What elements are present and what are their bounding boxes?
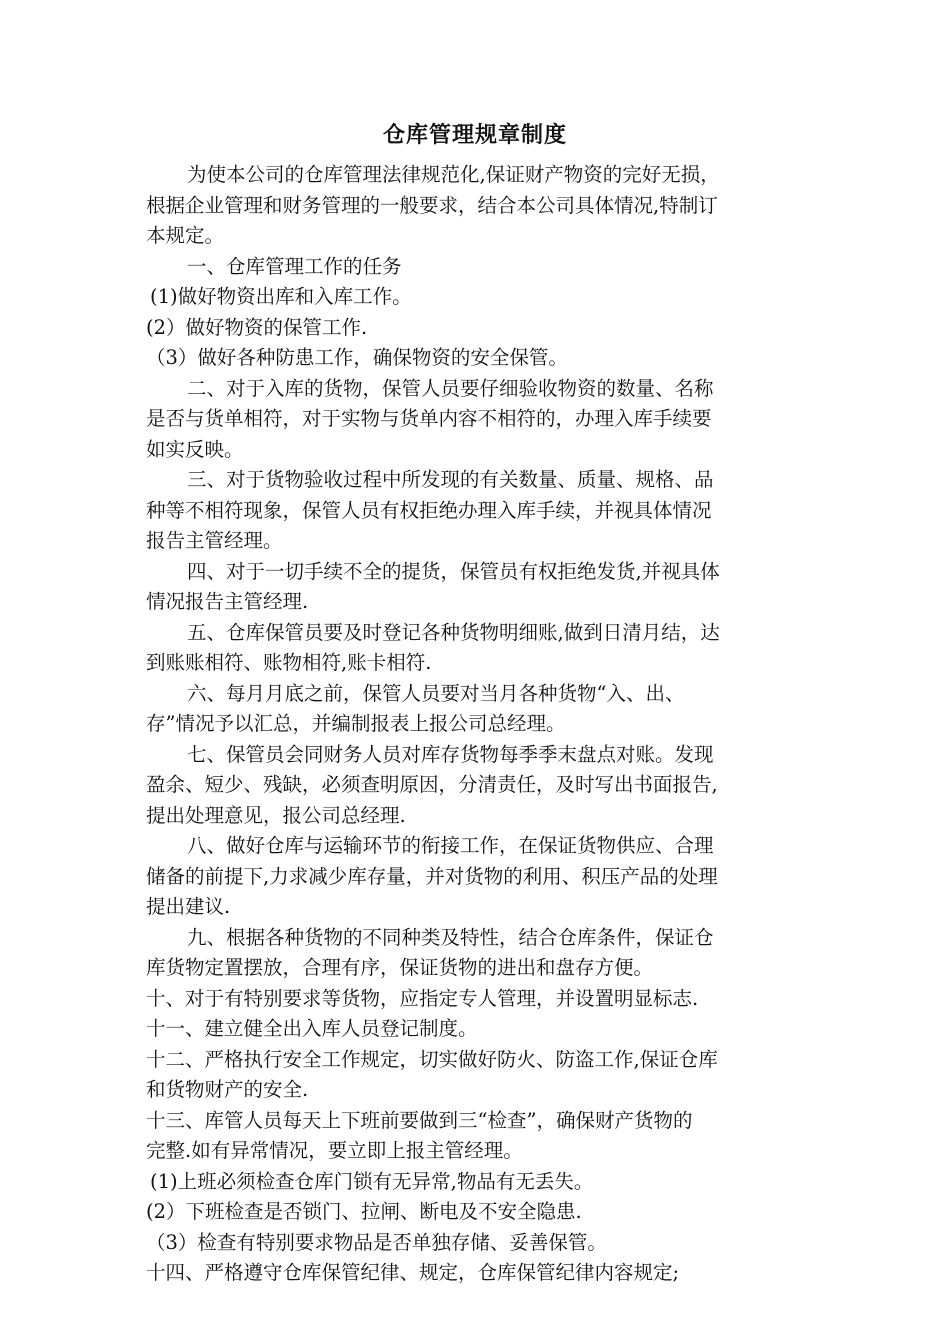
paragraph-line: 完整.如有异常情况，要立即上报主管经理。: [146, 1139, 523, 1162]
paragraph-line: 本规定。: [146, 224, 225, 247]
paragraph-line: 七、保管员会同财务人员对库存货物每季季末盘点对账。发现: [187, 742, 714, 766]
paragraph-line: 十四、严格遵守仓库保管纪律、规定，仓库保管纪律内容规定;: [146, 1261, 680, 1284]
paragraph-line: 情况报告主管经理.: [146, 590, 309, 613]
paragraph-line: 八、做好仓库与运输环节的衔接工作，在保证货物供应、合理: [187, 834, 714, 857]
paragraph-line: 到账账相符、账物相符,账卡相符.: [146, 651, 432, 674]
paragraph-line: 十二、严格执行安全工作规定，切实做好防火、防盗工作,保证仓库: [146, 1047, 718, 1071]
paragraph-line: 二、对于入库的货物，保管人员要仔细验收物资的数量、名称: [187, 376, 714, 400]
list-item: （3）做好各种防患工作，确保物资的安全保管。: [146, 346, 568, 369]
paragraph-line: 和货物财产的安全.: [146, 1078, 309, 1101]
list-item: (2）做好物资的保管工作.: [146, 315, 368, 339]
paragraph-line: 六、每月月底之前，保管人员要对当月各种货物“入、出、: [187, 681, 685, 705]
paragraph-line: 储备的前提下,力求减少库存量，并对货物的利用、积压产品的处理: [146, 864, 718, 888]
list-item: (1)做好物资出库和入库工作。: [150, 285, 412, 308]
list-item: (2）下班检查是否锁门、拉闸、断电及不安全隐患.: [146, 1200, 582, 1223]
list-item: （3）检查有特别要求物品是否单独存储、妥善保管。: [146, 1230, 607, 1254]
paragraph-line: 提出建议.: [146, 895, 231, 918]
section-heading: 一、仓库管理工作的任务: [187, 254, 402, 278]
paragraph-line: 十三、库管人员每天上下班前要做到三“检查”，确保财产货物的: [146, 1108, 693, 1132]
page-title: 仓库管理规章制度: [382, 123, 567, 148]
paragraph-line: 三、对于货物验收过程中所发现的有关数量、质量、规格、品: [187, 468, 714, 491]
paragraph-line: 如实反映。: [146, 437, 244, 461]
paragraph-line: 报告主管经理。: [146, 529, 283, 552]
paragraph-line: 提出处理意见，报公司总经理.: [146, 803, 406, 827]
paragraph-line: 为使本公司的仓库管理法律规范化,保证财产物资的完好无损，: [187, 163, 720, 186]
paragraph-line: 九、根据各种货物的不同种类及特性，结合仓库条件，保证仓: [187, 925, 714, 949]
paragraph-line: 根据企业管理和财务管理的一般要求，结合本公司具体情况,特制订: [146, 193, 718, 217]
list-item: (1)上班必须检查仓库门锁有无异常,物品有无丢失。: [150, 1169, 594, 1193]
paragraph-line: 十、对于有特别要求等货物，应指定专人管理，并设置明显标志.: [146, 986, 699, 1010]
paragraph-line: 存”情况予以汇总，并编制报表上报公司总经理。: [146, 712, 566, 735]
paragraph-line: 五、仓库保管员要及时登记各种货物明细账,做到日清月结，达: [187, 620, 720, 644]
paragraph-line: 种等不相符现象，保管人员有权拒绝办理入库手续，并视具体情况: [146, 498, 712, 522]
paragraph-line: 四、对于一切手续不全的提货，保管员有权拒绝发货,并视具体: [187, 559, 720, 583]
paragraph-line: 十一、建立健全出入库人员登记制度。: [146, 1017, 478, 1040]
paragraph-line: 是否与货单相符，对于实物与货单内容不相符的，办理入库手续要: [146, 407, 712, 430]
document-body: [146, 160, 806, 1289]
paragraph-line: 库货物定置摆放，合理有序，保证货物的进出和盘存方便。: [146, 956, 654, 979]
paragraph-line: 盈余、短少、残缺，必须查明原因，分清责任，及时写出书面报告,: [146, 773, 718, 796]
